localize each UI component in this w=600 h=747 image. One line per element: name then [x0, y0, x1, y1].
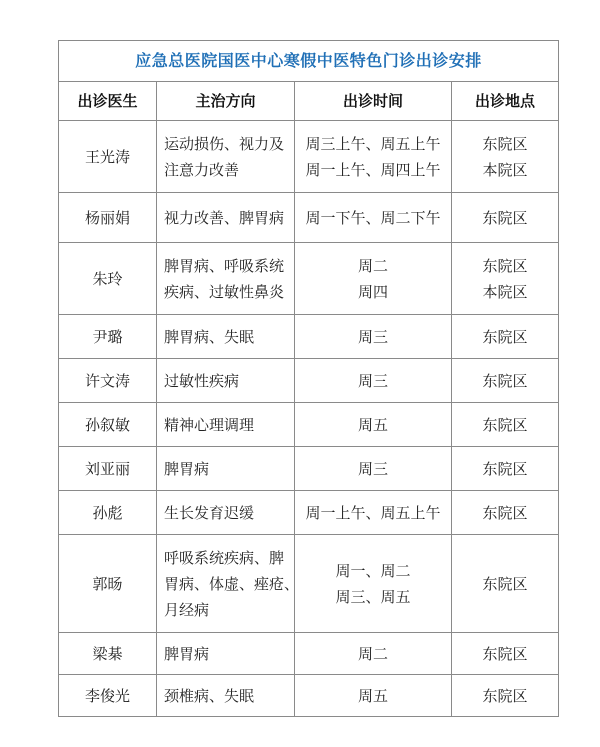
location-cell	[452, 359, 559, 403]
focus-cell-line: 精神心理调理	[164, 415, 255, 434]
focus-cell	[157, 447, 295, 491]
time-cell	[295, 675, 452, 717]
time-cell-line: 周三	[357, 327, 388, 346]
header-row	[59, 82, 559, 121]
time-cell-line: 周四	[357, 282, 388, 301]
location-cell-line: 东院区	[482, 371, 528, 390]
header-time: 出诊时间	[295, 82, 452, 121]
focus-cell-line: 颈椎病、失眠	[164, 686, 255, 705]
doctor-cell: 许文涛	[59, 359, 157, 403]
focus-cell	[157, 535, 300, 633]
time-cell-line: 周五	[357, 415, 388, 434]
location-cell-line: 东院区	[482, 327, 528, 346]
doctor-cell: 尹璐	[59, 315, 157, 359]
focus-cell-line: 月经病	[164, 600, 210, 619]
title-row	[59, 41, 559, 82]
time-cell	[295, 403, 452, 447]
location-cell	[452, 633, 559, 675]
header-focus: 主治方向	[157, 82, 295, 121]
focus-cell-line: 疾病、过敏性鼻炎	[164, 282, 285, 301]
location-cell-line: 本院区	[482, 282, 528, 301]
time-cell	[295, 535, 452, 633]
location-cell	[452, 675, 559, 717]
header-doctor: 出诊医生	[59, 82, 157, 121]
table-row	[59, 193, 559, 243]
location-cell-line: 东院区	[482, 415, 528, 434]
schedule-table	[58, 40, 559, 717]
location-cell-line: 东院区	[482, 208, 528, 227]
time-cell	[295, 359, 452, 403]
time-cell	[295, 193, 452, 243]
location-cell	[452, 447, 559, 491]
focus-cell-line: 运动损伤、视力及	[164, 134, 285, 153]
table-row	[59, 675, 559, 717]
focus-cell-line: 视力改善、脾胃病	[164, 208, 285, 227]
location-cell	[452, 535, 559, 633]
table-row	[59, 359, 559, 403]
doctor-cell: 孙彪	[59, 491, 157, 535]
location-cell-line: 本院区	[482, 160, 528, 179]
time-cell-line: 周三上午、周五上午	[305, 134, 441, 153]
doctor-cell: 孙叙敏	[59, 403, 157, 447]
location-cell	[452, 121, 559, 193]
focus-cell-line: 脾胃病、失眠	[164, 327, 255, 346]
table-row	[59, 491, 559, 535]
focus-cell	[157, 403, 295, 447]
table-row	[59, 121, 559, 193]
time-cell-line: 周五	[357, 686, 388, 705]
focus-cell	[157, 193, 295, 243]
focus-cell-line: 注意力改善	[164, 160, 240, 179]
location-cell-line: 东院区	[482, 503, 528, 522]
schedule-sheet	[58, 40, 558, 717]
location-cell	[452, 403, 559, 447]
location-cell	[452, 491, 559, 535]
table-row	[59, 403, 559, 447]
focus-cell	[157, 315, 295, 359]
time-cell-line: 周一上午、周四上午	[305, 160, 441, 179]
location-cell-line: 东院区	[482, 459, 528, 478]
time-cell	[295, 633, 452, 675]
doctor-cell: 梁棊	[59, 633, 157, 675]
doctor-cell: 朱玲	[59, 243, 157, 315]
focus-cell-line: 胃病、体虚、痤疮、	[164, 574, 300, 593]
focus-cell-line: 呼吸系统疾病、脾	[164, 548, 285, 567]
time-cell-line: 周二	[357, 644, 388, 663]
location-cell-line: 东院区	[482, 686, 528, 705]
header-location: 出诊地点	[452, 82, 559, 121]
focus-cell	[157, 359, 295, 403]
location-cell	[452, 243, 559, 315]
time-cell-line: 周一上午、周五上午	[305, 503, 441, 522]
time-cell-line: 周二	[357, 256, 388, 275]
table-row	[59, 447, 559, 491]
location-cell-line: 东院区	[482, 134, 528, 153]
time-cell	[295, 243, 452, 315]
focus-cell-line: 脾胃病	[164, 459, 210, 478]
time-cell	[295, 491, 452, 535]
doctor-cell: 刘亚丽	[59, 447, 157, 491]
doctor-cell: 杨丽娟	[59, 193, 157, 243]
table-title: 应急总医院国医中心寒假中医特色门诊出诊安排	[59, 41, 559, 82]
focus-cell-line: 生长发育迟缓	[164, 503, 255, 522]
time-cell-line: 周三	[357, 371, 388, 390]
table-row	[59, 243, 559, 315]
location-cell	[452, 315, 559, 359]
location-cell-line: 东院区	[482, 644, 528, 663]
doctor-cell: 郭旸	[59, 535, 157, 633]
table-row	[59, 535, 559, 633]
location-cell-line: 东院区	[482, 256, 528, 275]
time-cell-line: 周一、周二	[335, 561, 411, 580]
time-cell	[295, 121, 452, 193]
focus-cell	[157, 243, 295, 315]
time-cell-line: 周一下午、周二下午	[305, 208, 441, 227]
focus-cell-line: 脾胃病	[164, 644, 210, 663]
focus-cell	[157, 675, 295, 717]
table-row	[59, 633, 559, 675]
focus-cell-line: 脾胃病、呼吸系统	[164, 256, 285, 275]
focus-cell	[157, 121, 295, 193]
table-row	[59, 315, 559, 359]
location-cell-line: 东院区	[482, 574, 528, 593]
focus-cell	[157, 491, 295, 535]
doctor-cell: 王光涛	[59, 121, 157, 193]
time-cell	[295, 315, 452, 359]
time-cell	[295, 447, 452, 491]
doctor-cell: 李俊光	[59, 675, 157, 717]
location-cell	[452, 193, 559, 243]
focus-cell-line: 过敏性疾病	[164, 371, 240, 390]
time-cell-line: 周三、周五	[335, 587, 411, 606]
time-cell-line: 周三	[357, 459, 388, 478]
focus-cell	[157, 633, 295, 675]
